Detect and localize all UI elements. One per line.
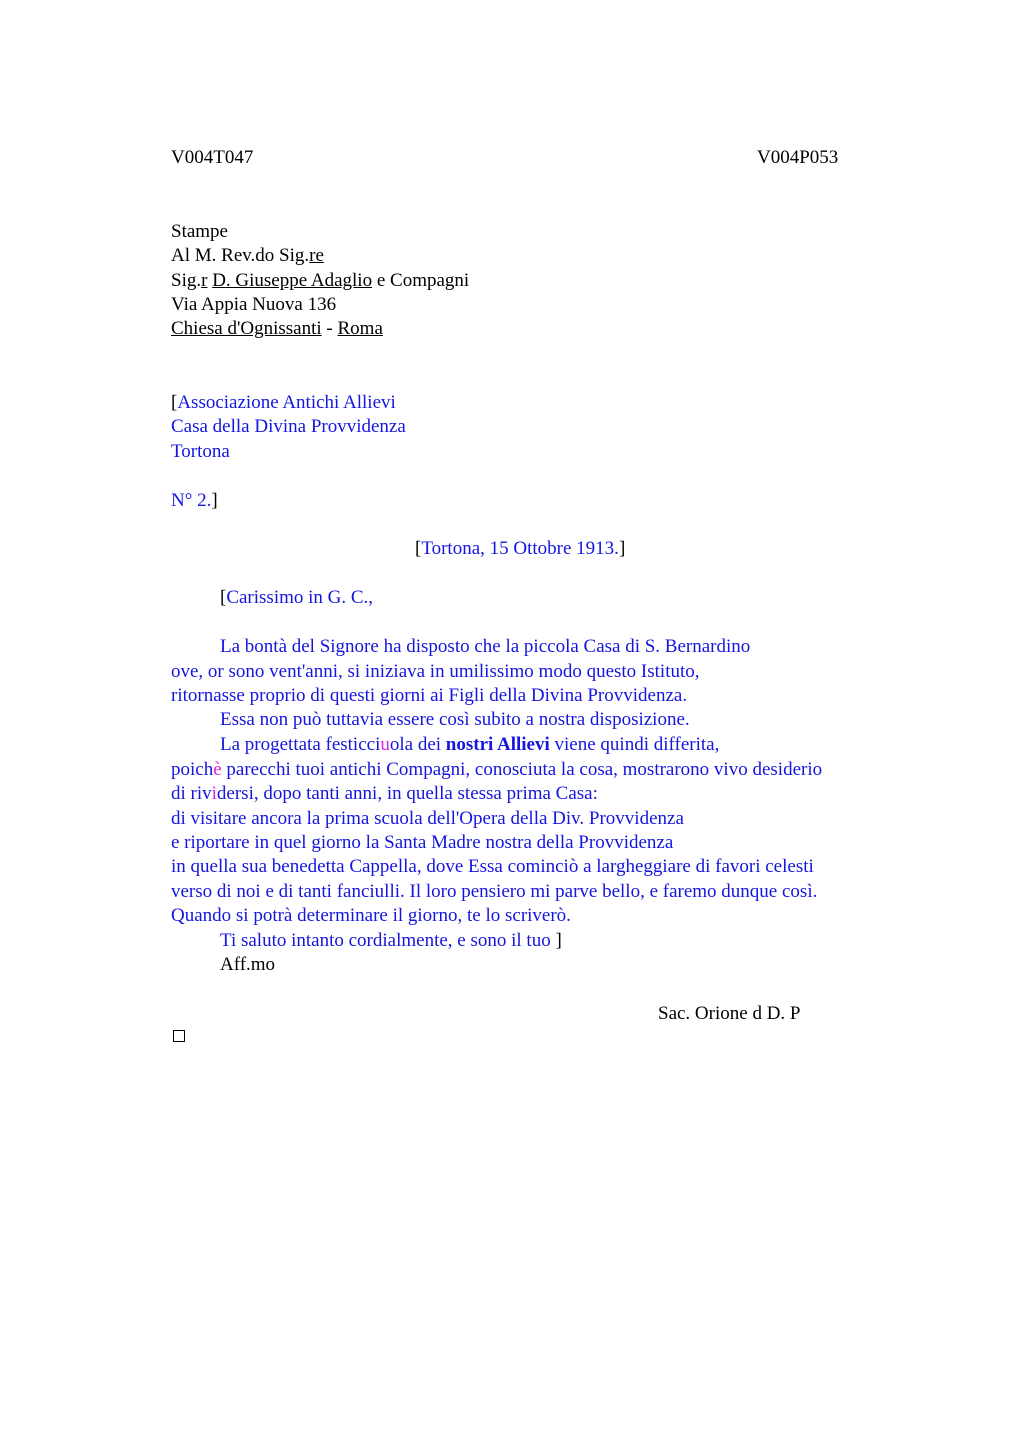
body-p3-line6: in quella sua benedetta Cappella, dove Essa cominciò a largheggiare di favori celesti (171, 856, 814, 877)
body-p3-line2-c: parecchi tuoi antichi Compagni, conosciuta la cosa, mostrarono vivo desiderio (221, 759, 823, 780)
body-p1-line2: ove, or sono vent'anni, si iniziava in umilissimo modo questo Istituto, (171, 661, 700, 682)
letterhead-bracket-open: [ (171, 392, 178, 413)
letterhead-bracket-close: ] (211, 490, 218, 511)
body-p4-line1-text: Ti saluto intanto cordialmente, e sono il tuo (220, 930, 556, 951)
body-p4-line1 (220, 929, 562, 953)
letterhead-number (171, 489, 218, 513)
address-line-stampe: Stampe (171, 221, 228, 242)
page-code-right: V004P053 (757, 147, 839, 168)
date-bracket-open: [ (415, 538, 422, 559)
recipient-name: D. Giuseppe Adaglio (212, 270, 373, 291)
letterhead-line-house: Casa della Divina Provvidenza (171, 416, 406, 437)
recipient-companions: e Compagni (372, 270, 470, 291)
address-line-recipient-title (171, 244, 324, 268)
address-church: Chiesa d'Ognissanti (171, 318, 322, 339)
letter-date (415, 537, 625, 561)
date-bracket-close: ] (618, 538, 626, 559)
salutation (220, 586, 373, 610)
checkbox-square-icon (173, 1030, 185, 1042)
body-p3-line1 (220, 733, 719, 757)
salutation-bracket-open: [ (220, 587, 227, 608)
body-p2-line1: Essa non può tuttavia essere così subito a nostra disposizione. (220, 709, 690, 730)
address-city: Roma (337, 318, 383, 339)
address-line-street: Via Appia Nuova 136 (171, 294, 337, 315)
body-p3-line1-a: La progettata festicci (220, 734, 381, 755)
body-p3-line4: di visitare ancora la prima scuola dell'Opera della Div. Provvidenza (171, 808, 684, 829)
body-p3-line1-bold: nostri Allievi (445, 734, 550, 755)
address-title-superscript: re (309, 245, 324, 266)
address-line-recipient-name (171, 269, 469, 293)
body-p1-line3: ritornasse proprio di questi giorni ai Figli della Divina Provvidenza. (171, 685, 688, 706)
body-p3-line2-correction: è (213, 759, 222, 780)
address-line-city (171, 317, 383, 341)
body-p3-line2 (171, 758, 822, 782)
letterhead-line-association (171, 391, 396, 415)
body-p3-line7: verso di noi e di tanti fanciulli. Il loro pensiero mi parve bello, e faremo dunque così. (171, 881, 818, 902)
body-p1-line1: La bontà del Signore ha disposto che la piccola Casa di S. Bernardino (220, 636, 751, 657)
body-p3-line1-c: ola dei (389, 734, 446, 755)
letterhead-number-text: N° 2. (171, 490, 212, 511)
body-p3-line3 (171, 782, 598, 806)
address-sig-text: Sig. (171, 270, 202, 291)
body-p3-line5: e riportare in quel giorno la Santa Madre nostra della Provvidenza (171, 832, 674, 853)
body-p3-line1-e: viene quindi differita, (549, 734, 720, 755)
body-p3-line8: Quando si potrà determinare il giorno, te lo scriverò. (171, 905, 571, 926)
date-text: Tortona, 15 Ottobre 1913. (421, 538, 619, 559)
body-p3-line1-correction: u (380, 734, 390, 755)
body-p3-line3-c: dersi, dopo tanti anni, in quella stessa prima Casa: (216, 783, 598, 804)
body-p3-line3-a: di riv (171, 783, 212, 804)
address-title-text: Al M. Rev.do Sig. (171, 245, 310, 266)
address-sig-superscript: r (201, 270, 208, 291)
body-p3-line2-a: poich (171, 759, 214, 780)
document-code-left: V004T047 (171, 147, 254, 168)
letterhead-line-city: Tortona (171, 441, 230, 462)
closing-affmo: Aff.mo (220, 954, 276, 975)
salutation-text: Carissimo in G. C., (226, 587, 374, 608)
signature: Sac. Orione d D. P (658, 1003, 801, 1024)
letterhead-association-name: Associazione Antichi Allievi (177, 392, 396, 413)
body-p3-line3-correction: i (211, 783, 217, 804)
address-separator: - (321, 318, 338, 339)
body-bracket-close: ] (555, 930, 562, 951)
